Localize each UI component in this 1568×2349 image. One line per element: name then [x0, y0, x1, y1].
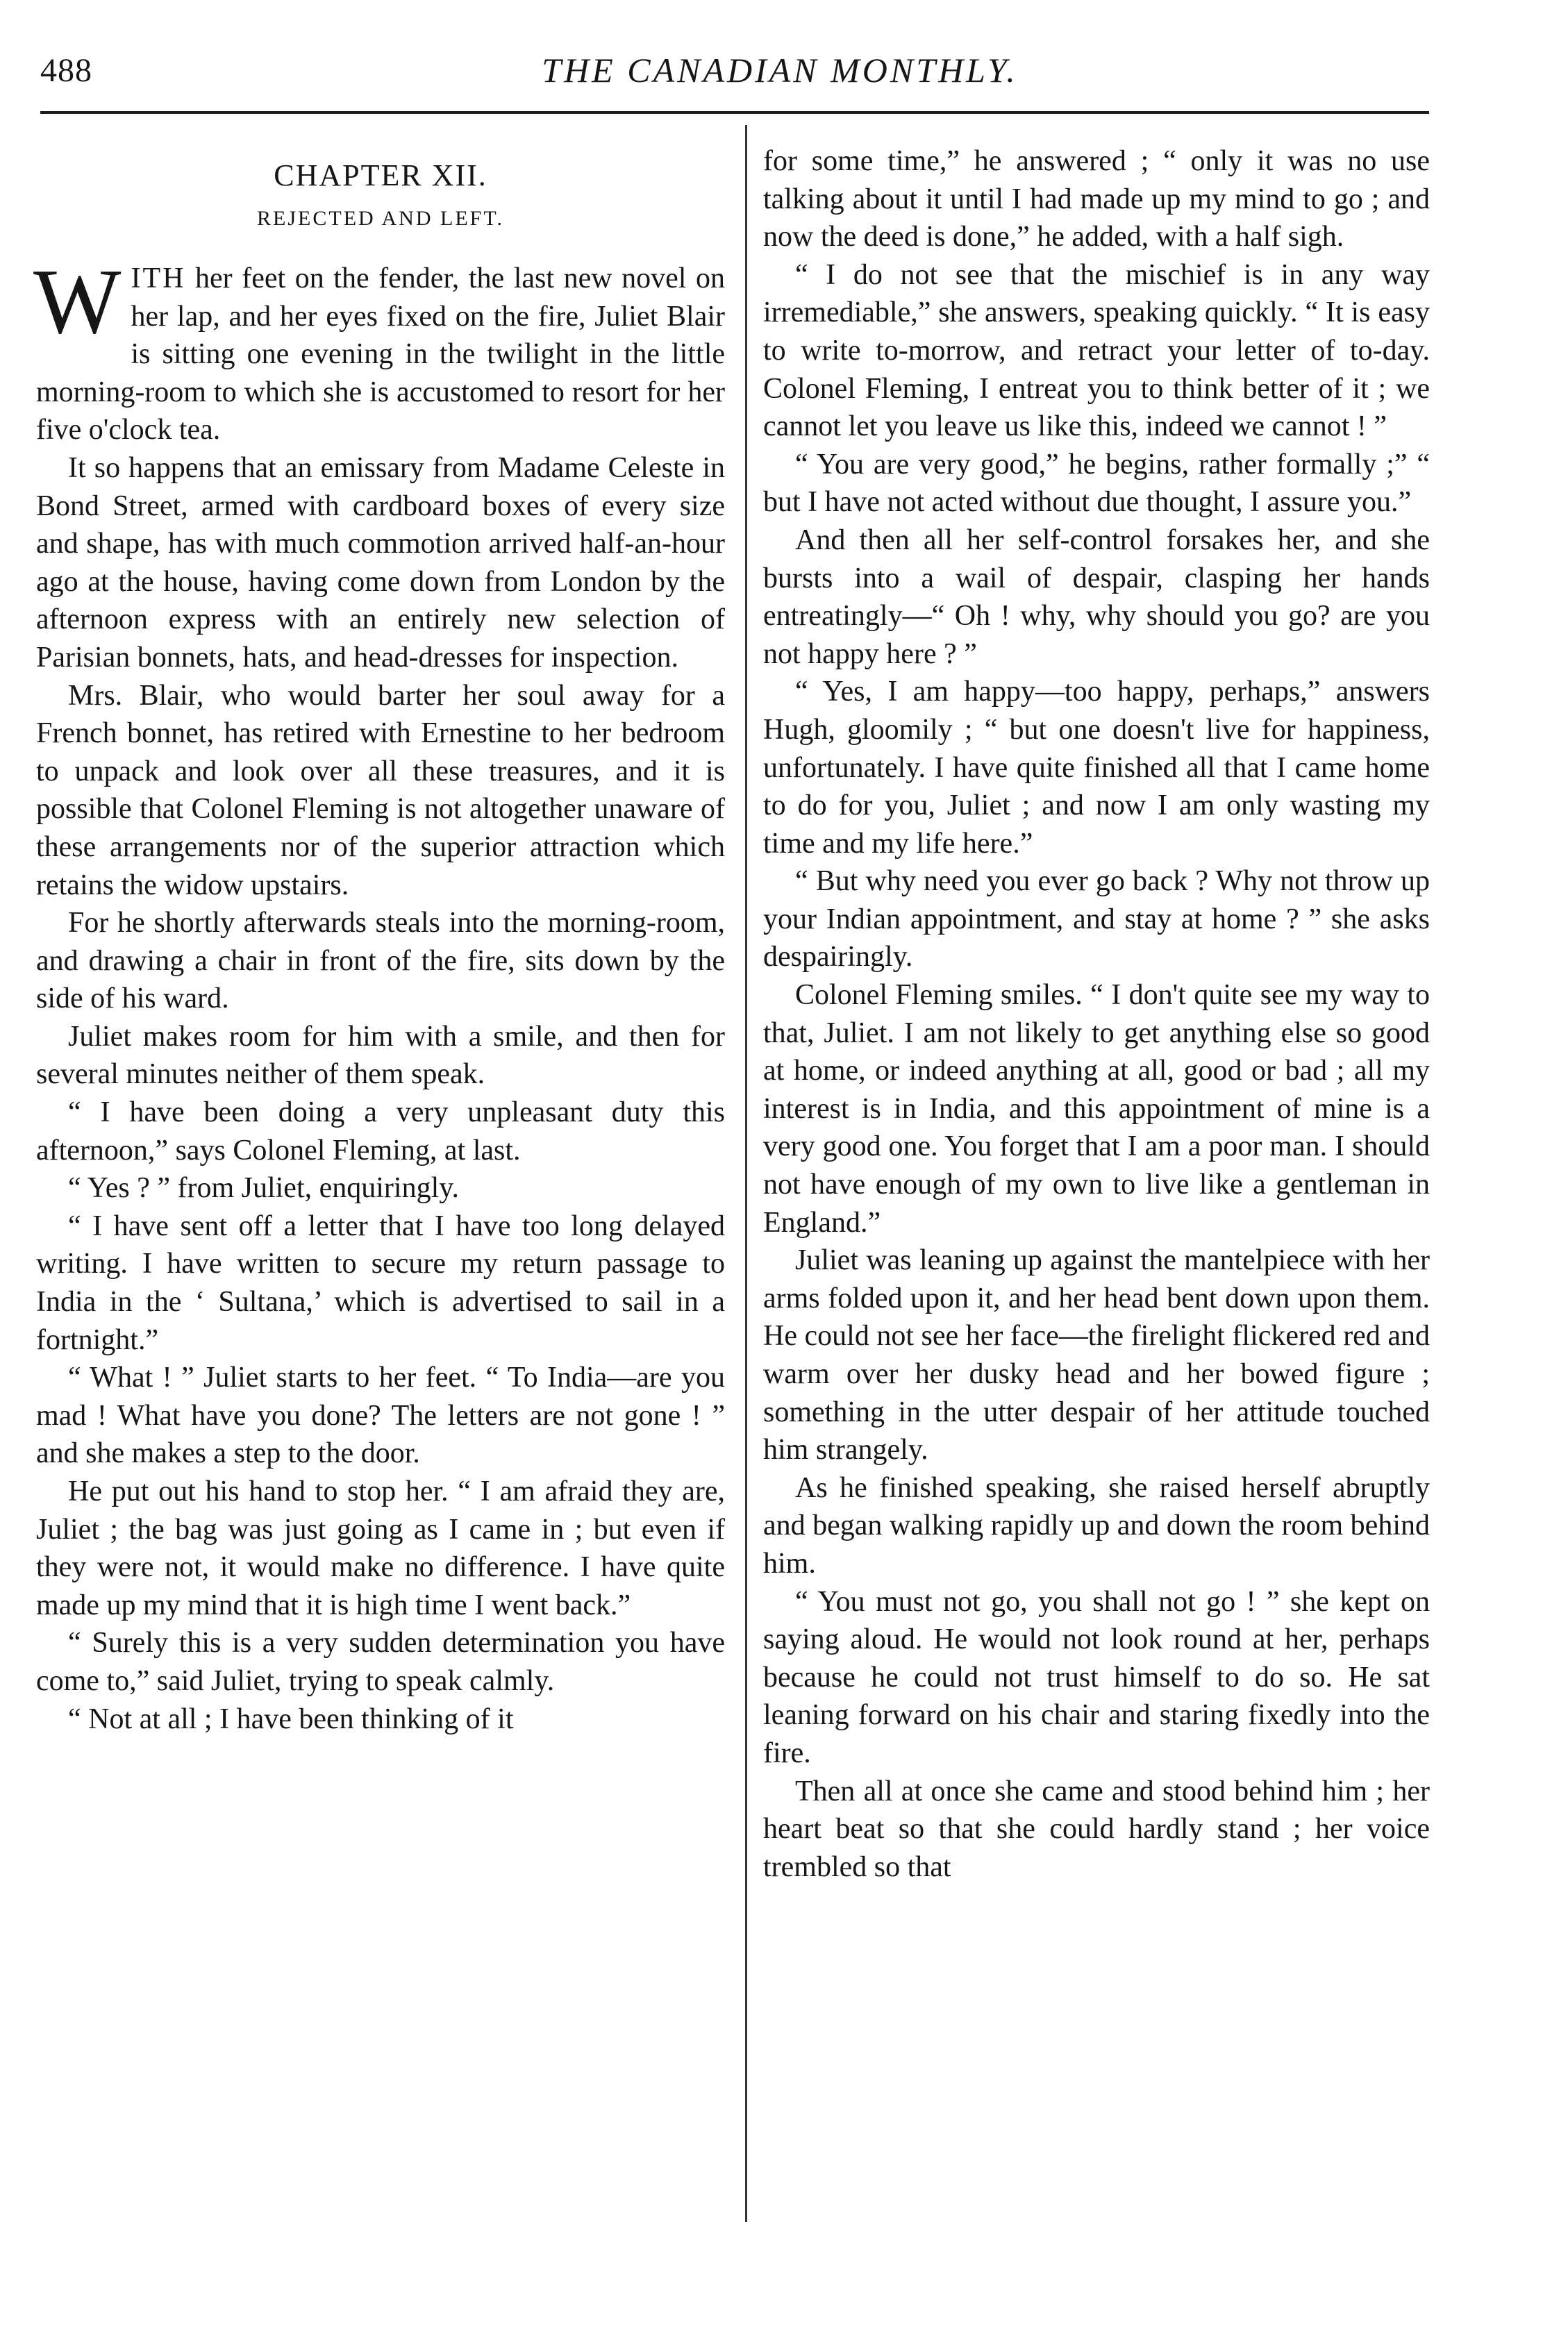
chapter-title: CHAPTER XII.: [274, 158, 487, 192]
paragraph: Juliet was leaning up against the mantelpiece with her arms folded upon it, and her head bent down upon them. He could not see her face—the firelight flickered red and warm over her dusky head and her bowed figure ; something in the utter despair of her attitude touched him strangely.: [763, 1244, 1430, 1466]
column-divider: [745, 125, 747, 2222]
paragraph: For he shortly afterwards steals into the morning-room, and drawing a chair in front of the fire, sits down by the side of his ward.: [36, 907, 725, 1015]
opening-paragraph: [33, 250, 725, 449]
opening-paragraph-text: her feet on the fender, the last new novel on her lap, and her eyes fixed on the fire, Juliet Blair is sitting one evening in the twilight in the little morning-room to which she is accustomed to resort for her five o'clock tea.: [36, 262, 725, 446]
page-header: [40, 43, 1429, 119]
paragraph: As he finished speaking, she raised herself abruptly and began walking rapidly up and down the room behind him.: [763, 1471, 1430, 1580]
header-rule: [40, 111, 1429, 114]
drop-cap: W: [33, 250, 122, 353]
paragraph: And then all her self-control forsakes her, and she bursts into a wail of despair, clasping her hands entreatingly—“ Oh ! why, why should you go? are you not happy here ? ”: [763, 524, 1430, 670]
right-column: [763, 142, 1430, 1886]
paragraph: “ You are very good,” he begins, rather formally ;” “ but I have not acted without due thought, I assure you.”: [763, 448, 1430, 519]
paragraph: Juliet makes room for him with a smile, and then for several minutes neither of them speak.: [36, 1020, 725, 1091]
paragraph: “ But why need you ever go back ? Why not throw up your Indian appointment, and stay at home ? ” she asks despairingly.: [763, 865, 1430, 973]
paragraph: Then all at once she came and stood behind him ; her heart beat so that she could hardly stand ; her voice trembled so that: [763, 1775, 1430, 1883]
paragraph: It so happens that an emissary from Madame Celeste in Bond Street, armed with cardboard boxes of every size and shape, has with much commotion arrived half-an-hour ago at the house, having come down from London by the afternoon express with an entirely new selection of Parisian bonnets, hats, and head-dresses for inspection.: [36, 451, 725, 674]
paragraph: “ Not at all ; I have been thinking of it: [68, 1703, 514, 1735]
running-title: THE CANADIAN MONTHLY.: [542, 51, 1018, 90]
paragraph: “ I do not see that the mischief is in any way irremediable,” she answers, speaking quickly. “ It is easy to write to-morrow, and retract your letter of to-day. Colonel Fleming, I entreat you to think better of it ; we cannot let you leave us like this, indeed we cannot ! ”: [763, 258, 1430, 443]
paragraph: Colonel Fleming smiles. “ I don't quite see my way to that, Juliet. I am not likely to get anything else so good at home, or indeed anything at all, good or bad ; all my interest is in India, and this appointment of mine is a very good one. You forget that I am a poor man. I should not have enough of my own to live like a gentleman in England.”: [763, 979, 1430, 1239]
paragraph: “ I have sent off a letter that I have too long delayed writing. I have written to secure my return passage to India in the ‘ Sultana,’ which is advertised to sail in a fortnight.”: [36, 1210, 725, 1356]
opening-word-rest: ITH: [131, 262, 186, 294]
page-number: 488: [40, 52, 92, 89]
paragraph: “ Yes ? ” from Juliet, enquiringly.: [68, 1172, 460, 1205]
left-column: [33, 142, 725, 1738]
paragraph: “ You must not go, you shall not go ! ” she kept on saying aloud. He would not look round at her, perhaps because he could not trust himself to do so. He sat leaning forward on his chair and staring fixedly into the fire.: [763, 1585, 1430, 1769]
paragraph: Mrs. Blair, who would barter her soul away for a French bonnet, has retired with Ernestine to her bedroom to unpack and look over all these treasures, and it is possible that Colonel Fleming is not altogether unaware of these arrangements nor of the superior attraction which retains the widow upstairs.: [36, 679, 725, 901]
chapter-subtitle: REJECTED AND LEFT.: [257, 207, 504, 230]
continued-paragraph: for some time,” he answered ; “ only it was no use talking about it until I had made up my mind to go ; and now the deed is done,” he added, with a half sigh.: [763, 145, 1430, 253]
paragraph: “ What ! ” Juliet starts to her feet. “ To India—are you mad ! What have you done? The letters are not gone ! ” and she makes a step to the door.: [36, 1362, 725, 1470]
paragraph: “ I have been doing a very unpleasant duty this afternoon,” says Colonel Fleming, at last.: [36, 1096, 725, 1167]
paragraph: “ Surely this is a very sudden determination you have come to,” said Juliet, trying to speak calmly.: [36, 1627, 725, 1697]
paragraph: “ Yes, I am happy—too happy, perhaps,” answers Hugh, gloomily ; “ but one doesn't live for happiness, unfortunately. I have quite finished all that I came home to do for you, Juliet ; and now I am only wasting my time and my life here.”: [763, 676, 1430, 860]
paragraph: He put out his hand to stop her. “ I am afraid they are, Juliet ; the bag was just going as I came in ; but even if they were not, it would make no difference. I have quite made up my mind that it is high time I went back.”: [36, 1476, 725, 1621]
